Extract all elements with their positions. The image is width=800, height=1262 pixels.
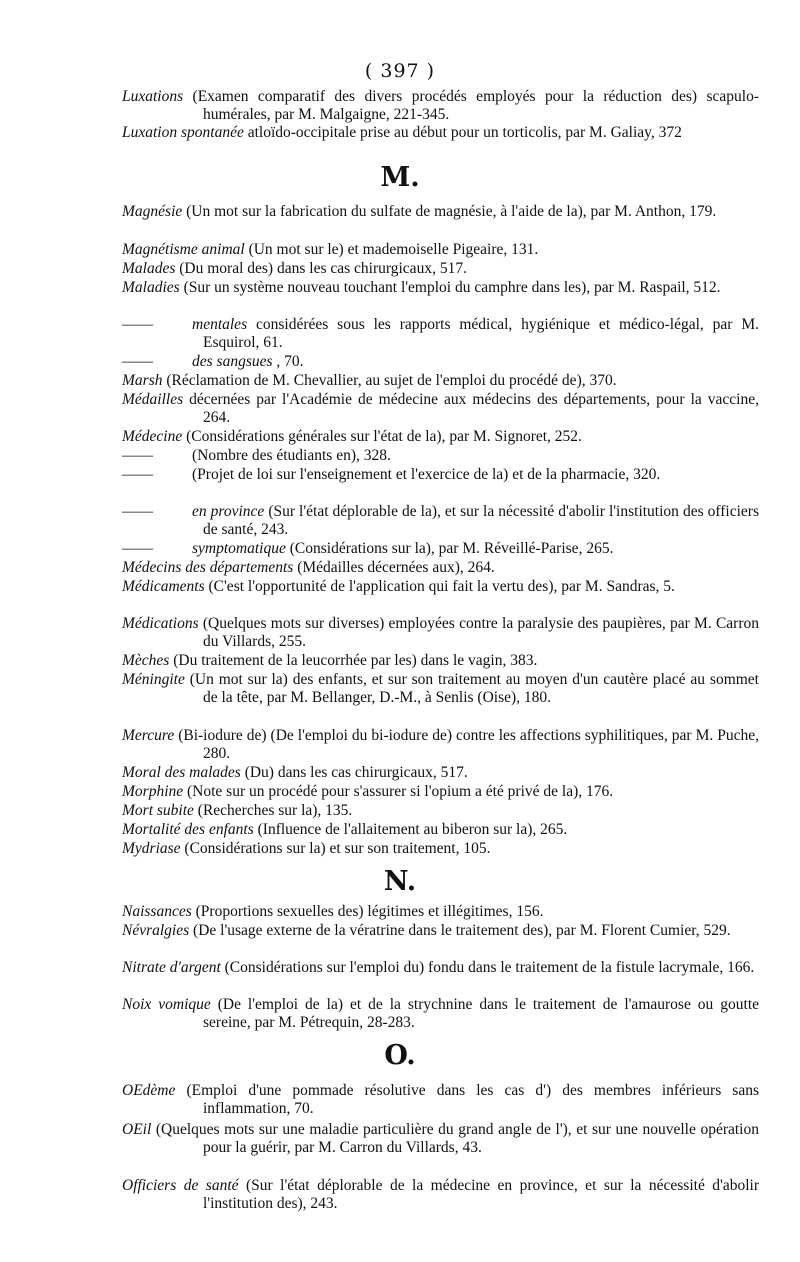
index-entry [122,727,759,764]
entry-text: (Considérations sur la), par M. Réveillé-Parise, 265. [285,540,614,557]
entry-term: Moral des malades [122,764,241,781]
index-entry [122,124,759,142]
entry-term: Nitrate d'argent [122,959,221,976]
index-entry [122,1082,759,1119]
index-entry [122,260,759,278]
entry-text: (Sur l'état déplorable de la médecine en province, et sur la nécessité d'abolir l'institution des), 243. [203,1177,759,1213]
entry-text: (Examen comparatif des divers procédés employés pour la réduction des) scapulo-humérales, par M. Malgaigne, 221-345. [183,88,759,124]
entry-text: (Considérations générales sur l'état de la), par M. Signoret, 252. [182,428,582,445]
index-subentry [122,466,759,484]
entry-text: (Considérations sur l'emploi du) fondu dans le traitement de la fistule lacrymale, 166. [220,959,755,976]
index-entry [122,652,759,670]
entry-term: en province [192,503,265,520]
entry-term: Luxation spontanée [122,124,244,141]
entry-term: Luxations [122,88,184,105]
entry-text: décernées par l'Académie de médecine aux médecins des départements, pour la vaccine, 264. [183,391,759,427]
entry-text: (Bi-iodure de) (De l'emploi du bi-iodure de) contre les affections syphilitiques, par M. Puche, 280. [174,727,759,763]
index-entry [122,615,759,652]
index-entry [122,764,759,782]
entry-text: (Réclamation de M. Chevallier, au sujet de l'emploi du procédé de), 370. [162,372,617,389]
entry-term: Mèches [122,652,170,669]
index-entry [122,783,759,801]
entry-term: Méningite [122,671,185,688]
entry-text: (Médailles décernées aux), 264. [293,559,495,576]
entry-term: Magnésie [122,203,183,220]
entry-text: (Recherches sur la), 135. [193,802,353,819]
index-entry [122,903,759,921]
entry-term: Névralgies [122,922,190,939]
entry-term: symptomatique [192,540,286,557]
section-letter-n: N. [383,866,417,897]
entry-text: , 70. [272,353,304,370]
entry-dash: —— [122,447,153,464]
entry-term: Marsh [122,372,163,389]
entry-term: Morphine [122,783,184,800]
entry-dash: —— [122,540,153,557]
entry-text: (Quelques mots sur une maladie particulière du grand angle de l'), et sur une nouvelle opération pour la guérir, par M. Carron du Villards, 43. [151,1121,759,1157]
entry-text: (Sur l'état déplorable de la), et sur la nécessité d'abolir l'institution des officiers de santé, 243. [203,503,759,539]
entry-term: Mort subite [122,802,194,819]
index-entry [122,241,759,259]
index-entry [122,578,759,596]
entry-term: Magnétisme animal [122,241,245,258]
entry-text: (Sur un système nouveau touchant l'emploi du camphre dans les), par M. Raspail, 512. [179,279,721,296]
entry-text: (Quelques mots sur diverses) employées contre la paralysie des paupières, par M. Carron du Villards, 255. [198,615,759,651]
entry-text: (C'est l'opportunité de l'application qui fait la vertu des), par M. Sandras, 5. [204,578,675,595]
index-entry [122,391,759,428]
entry-term: Médicaments [122,578,205,595]
index-subentry [122,540,759,558]
entry-term: mentales [192,316,248,333]
entry-text: (Du traitement de la leucorrhée par les) dans le vagin, 383. [169,652,538,669]
entry-text: (Un mot sur le) et mademoiselle Pigeaire, 131. [244,241,539,258]
entry-term: Médecins des départements [122,559,294,576]
entry-term: Naissances [122,903,192,920]
section-letter-o: O. [384,1040,416,1071]
entry-term: Officiers de santé [122,1177,239,1194]
entry-text: (Un mot sur la) des enfants, et sur son traitement au moyen d'un cautère placé au sommet de la tête, par M. Bellanger, D.-M., à Senlis (Oise), 180. [184,671,759,707]
index-entry [122,559,759,577]
index-entry [122,88,759,125]
index-entry [122,671,759,708]
index-entry [122,203,759,221]
entry-term: Médecine [122,428,183,445]
index-entry [122,428,759,446]
section-letter-m: M. [380,162,420,193]
entry-text: (Considérations sur la) et sur son traitement, 105. [180,840,491,857]
entry-term: Maladies [122,279,180,296]
entry-term: Mydriase [122,840,181,857]
index-entry [122,840,759,858]
entry-text: (Projet de loi sur l'enseignement et l'exercice de la) et de la pharmacie, 320. [192,466,661,483]
entry-text: (Influence de l'allaitement au biberon sur la), 265. [253,821,568,838]
index-entry [122,996,759,1033]
entry-text: considérées sous les rapports médical, hygiénique et médico-légal, par M. Esquirol, 61. [203,316,759,352]
entry-term: OEdème [122,1082,176,1099]
index-subentry [122,447,759,465]
entry-term: Malades [122,260,176,277]
entry-dash: —— [122,466,153,483]
entry-text: (Un mot sur la fabrication du sulfate de magnésie, à l'aide de la), par M. Anthon, 179. [182,203,717,220]
entry-text: atloïdo-occipitale prise au début pour un torticolis, par M. Galiay, 372 [243,124,682,141]
index-subentry [122,353,759,371]
index-entry [122,1177,759,1214]
entry-text: (Du moral des) dans les cas chirurgicaux, 517. [175,260,467,277]
entry-text: (Proportions sexuelles des) légitimes et illégitimes, 156. [191,903,544,920]
entry-dash: —— [122,316,153,333]
entry-term: Médailles [122,391,184,408]
index-entry [122,821,759,839]
entry-text: (Emploi d'une pommade résolutive dans les cas d') des membres inférieurs sans inflammation, 70. [175,1082,759,1118]
index-subentry [122,503,759,540]
index-entry [122,802,759,820]
index-subentry [122,316,759,353]
index-entry [122,1121,759,1158]
entry-text: (Nombre des étudiants en), 328. [192,447,391,464]
index-entry [122,959,759,977]
entry-dash: —— [122,503,153,520]
entry-term: Mercure [122,727,175,744]
entry-term: Noix vomique [122,996,211,1013]
index-entry [122,372,759,390]
index-entry [122,922,759,940]
entry-dash: —— [122,353,153,370]
entry-term: Mortalité des enfants [122,821,254,838]
entry-term: des sangsues [192,353,273,370]
entry-text: (De l'emploi de la) et de la strychnine dans le traitement de l'amaurose ou goutte sereine, par M. Pétrequin, 28-283. [203,996,759,1032]
entry-term: OEil [122,1121,152,1138]
entry-text: (De l'usage externe de la vératrine dans le traitement des), par M. Florent Cumier, 529. [189,922,731,939]
entry-text: (Note sur un procédé pour s'assurer si l'opium a été privé de la), 176. [183,783,614,800]
entry-term: Médications [122,615,199,632]
index-entry [122,279,759,297]
page-number: ( 397 ) [364,60,436,82]
entry-text: (Du) dans les cas chirurgicaux, 517. [240,764,468,781]
